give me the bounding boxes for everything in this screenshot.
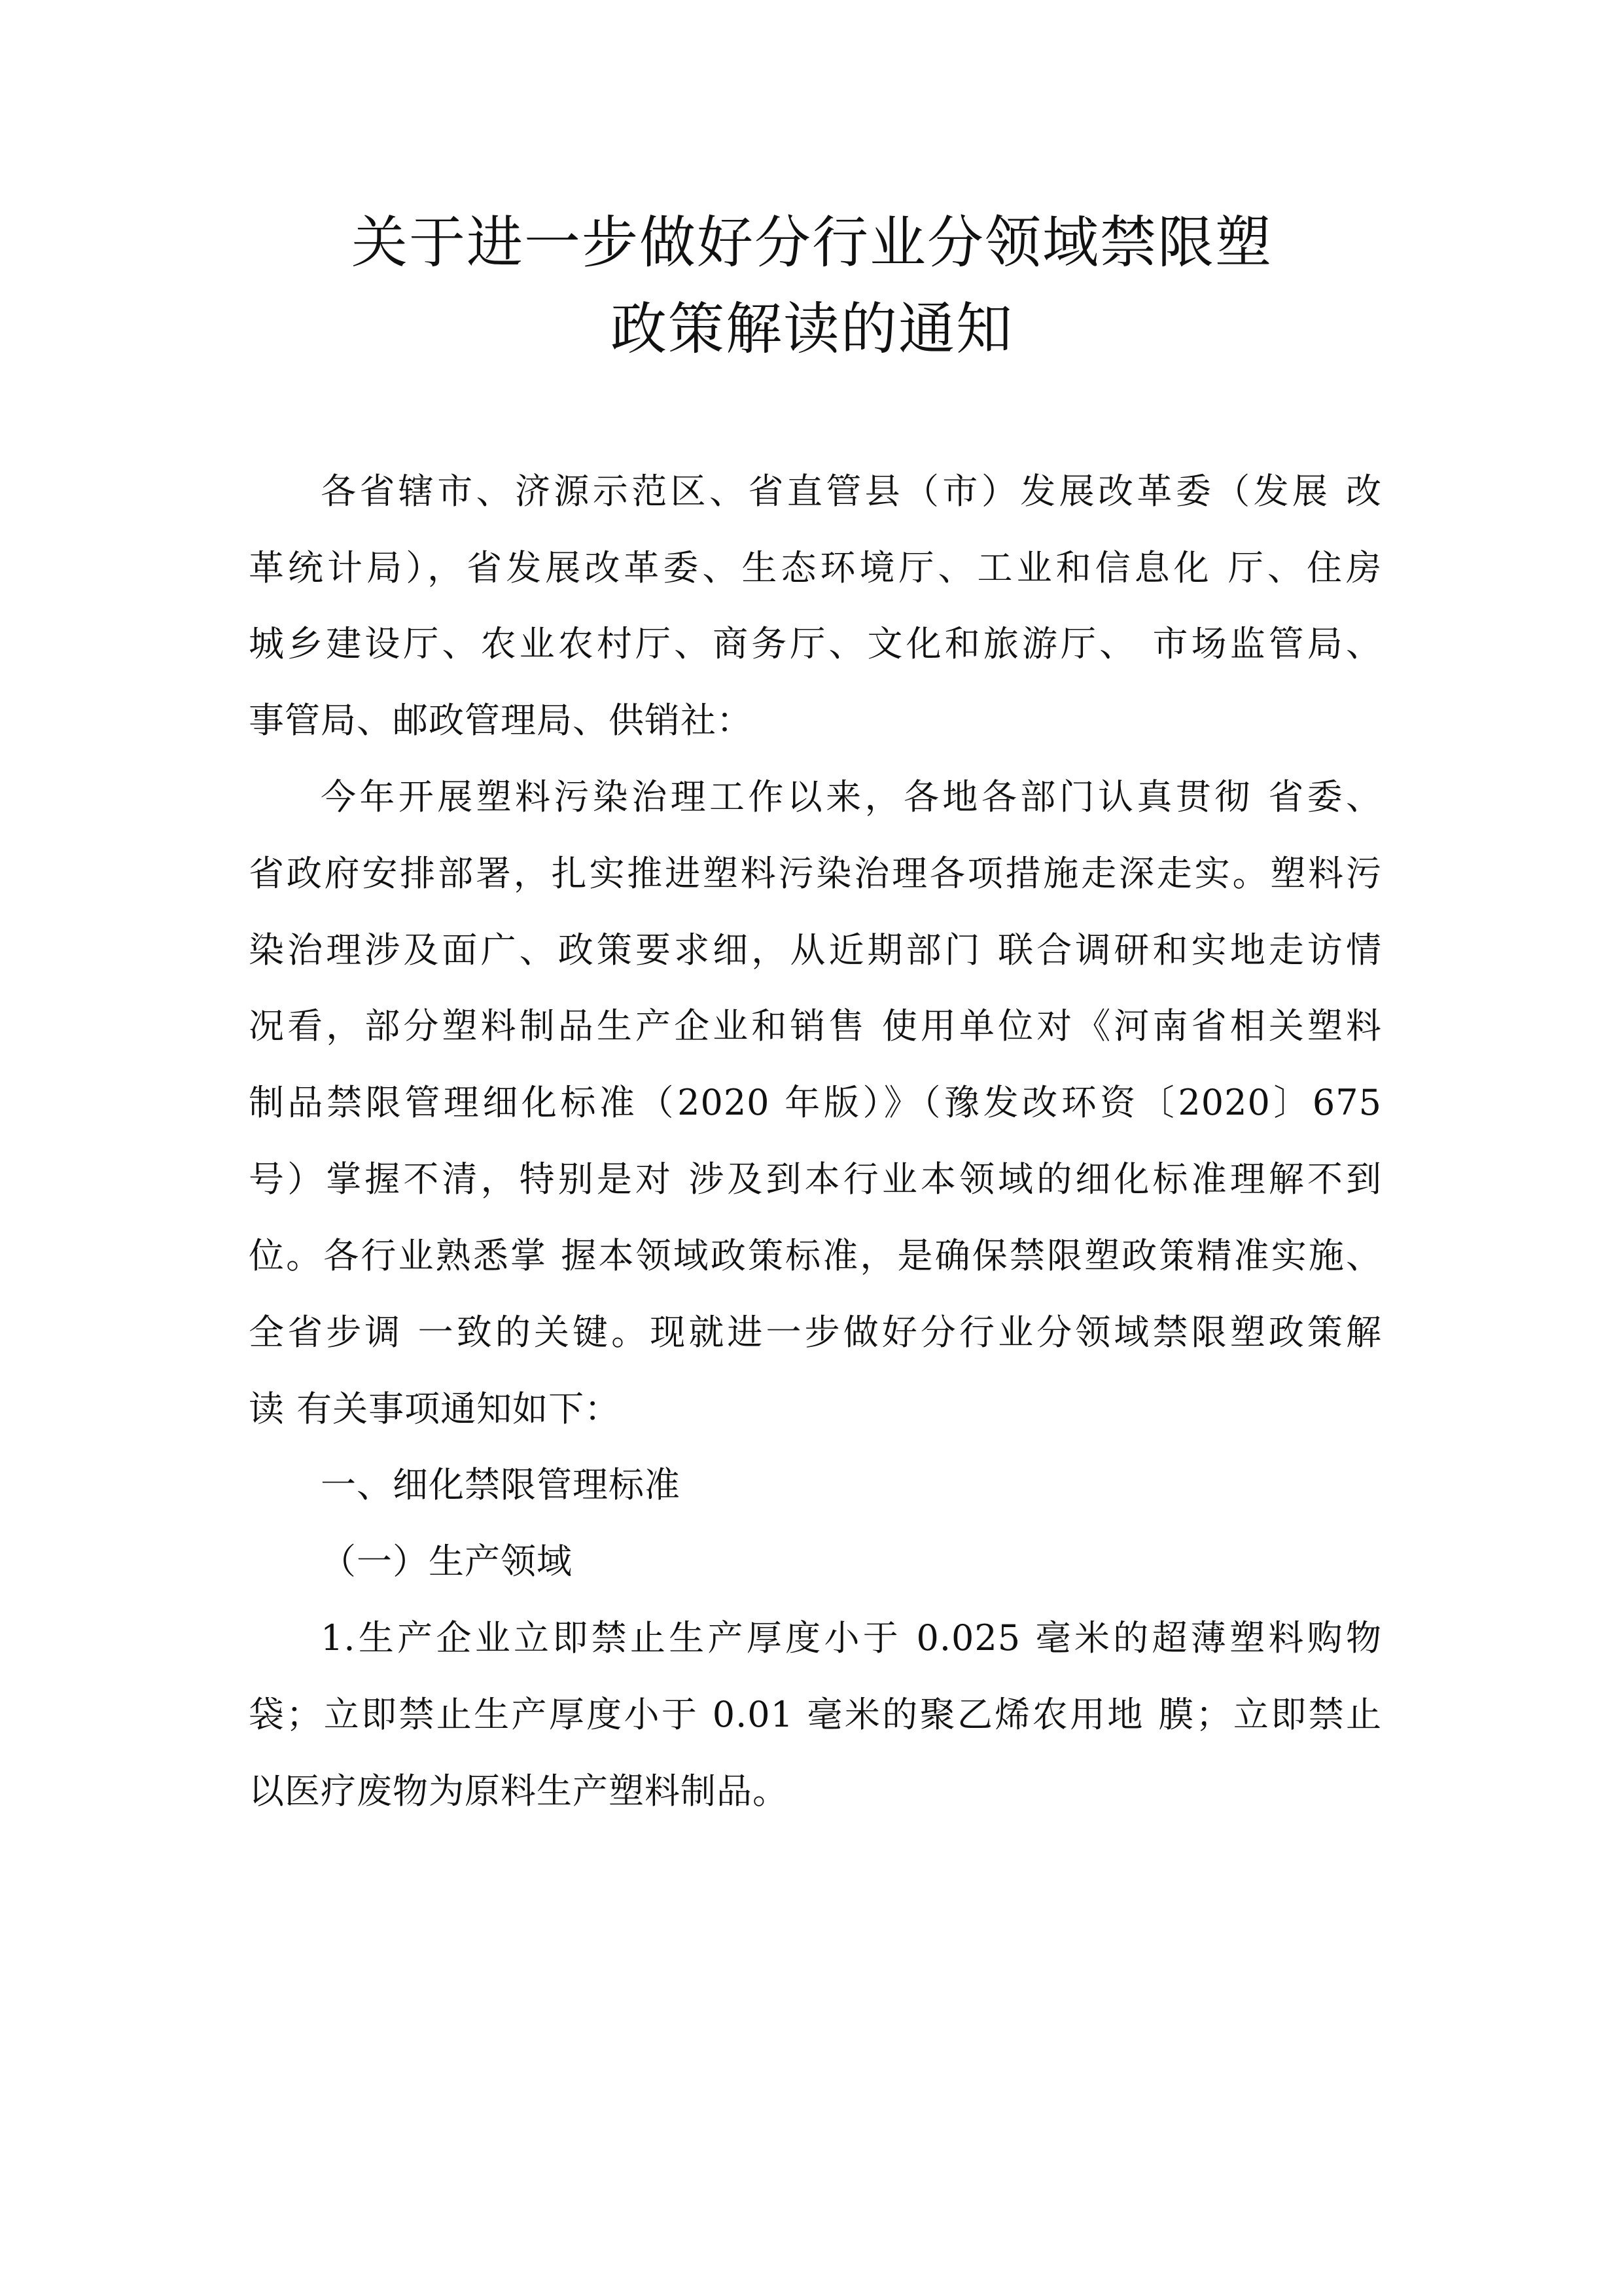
intro-line-8: 全省步调 一致的关键。现就进一步做好分行业分领域禁限塑政策解 — [249, 1312, 1382, 1353]
document-title-line-2: 政策解读的通知 — [610, 296, 1014, 362]
section-heading-1: 一、细化禁限管理标准 — [321, 1464, 680, 1505]
intro-line-9: 读 有关事项通知如下： — [249, 1388, 621, 1429]
intro-line-5: 制品禁限管理细化标准（2020 年版）》（豫发改环资〔2020〕675 — [249, 1082, 1382, 1123]
intro-line-3: 染治理涉及面广、政策要求细，从近期部门 联合调研和实地走访情 — [249, 929, 1382, 971]
item-1-line-1: 1.生产企业立即禁止生产厚度小于 0.025 毫米的超薄塑料购物 — [321, 1617, 1382, 1659]
recipients-line-4: 事管局、邮政管理局、供销社： — [249, 700, 752, 741]
intro-line-2: 省政府安排部署，扎实推进塑料污染治理各项措施走深走实。塑料污 — [249, 853, 1382, 894]
subsection-heading-1: （一）生产领域 — [321, 1541, 573, 1582]
recipients-line-3: 城乡建设厅、农业农村厅、商务厅、文化和旅游厅、 市场监管局、 — [249, 623, 1382, 664]
item-1-line-3: 以医疗废物为原料生产塑料制品。 — [249, 1770, 788, 1812]
intro-line-7: 位。各行业熟悉掌 握本领域政策标准，是确保禁限塑政策精准实施、 — [249, 1235, 1382, 1276]
intro-line-6: 号）掌握不清，特别是对 涉及到本行业本领域的细化标准理解不到 — [249, 1158, 1382, 1200]
recipients-line-2: 革统计局），省发展改革委、生态环境厅、工业和信息化 厅、住房 — [249, 547, 1382, 588]
item-1-line-2: 袋；立即禁止生产厚度小于 0.01 毫米的聚乙烯农用地 膜；立即禁止 — [249, 1694, 1382, 1735]
recipients-line-1: 各省辖市、济源示范区、省直管县（市）发展改革委（发展 改 — [321, 471, 1382, 512]
document-title-line-1: 关于进一步做好分行业分领域禁限塑 — [351, 210, 1273, 276]
intro-line-1: 今年开展塑料污染治理工作以来，各地各部门认真贯彻 省委、 — [321, 776, 1382, 817]
intro-line-4: 况看，部分塑料制品生产企业和销售 使用单位对《河南省相关塑料 — [249, 1005, 1382, 1047]
